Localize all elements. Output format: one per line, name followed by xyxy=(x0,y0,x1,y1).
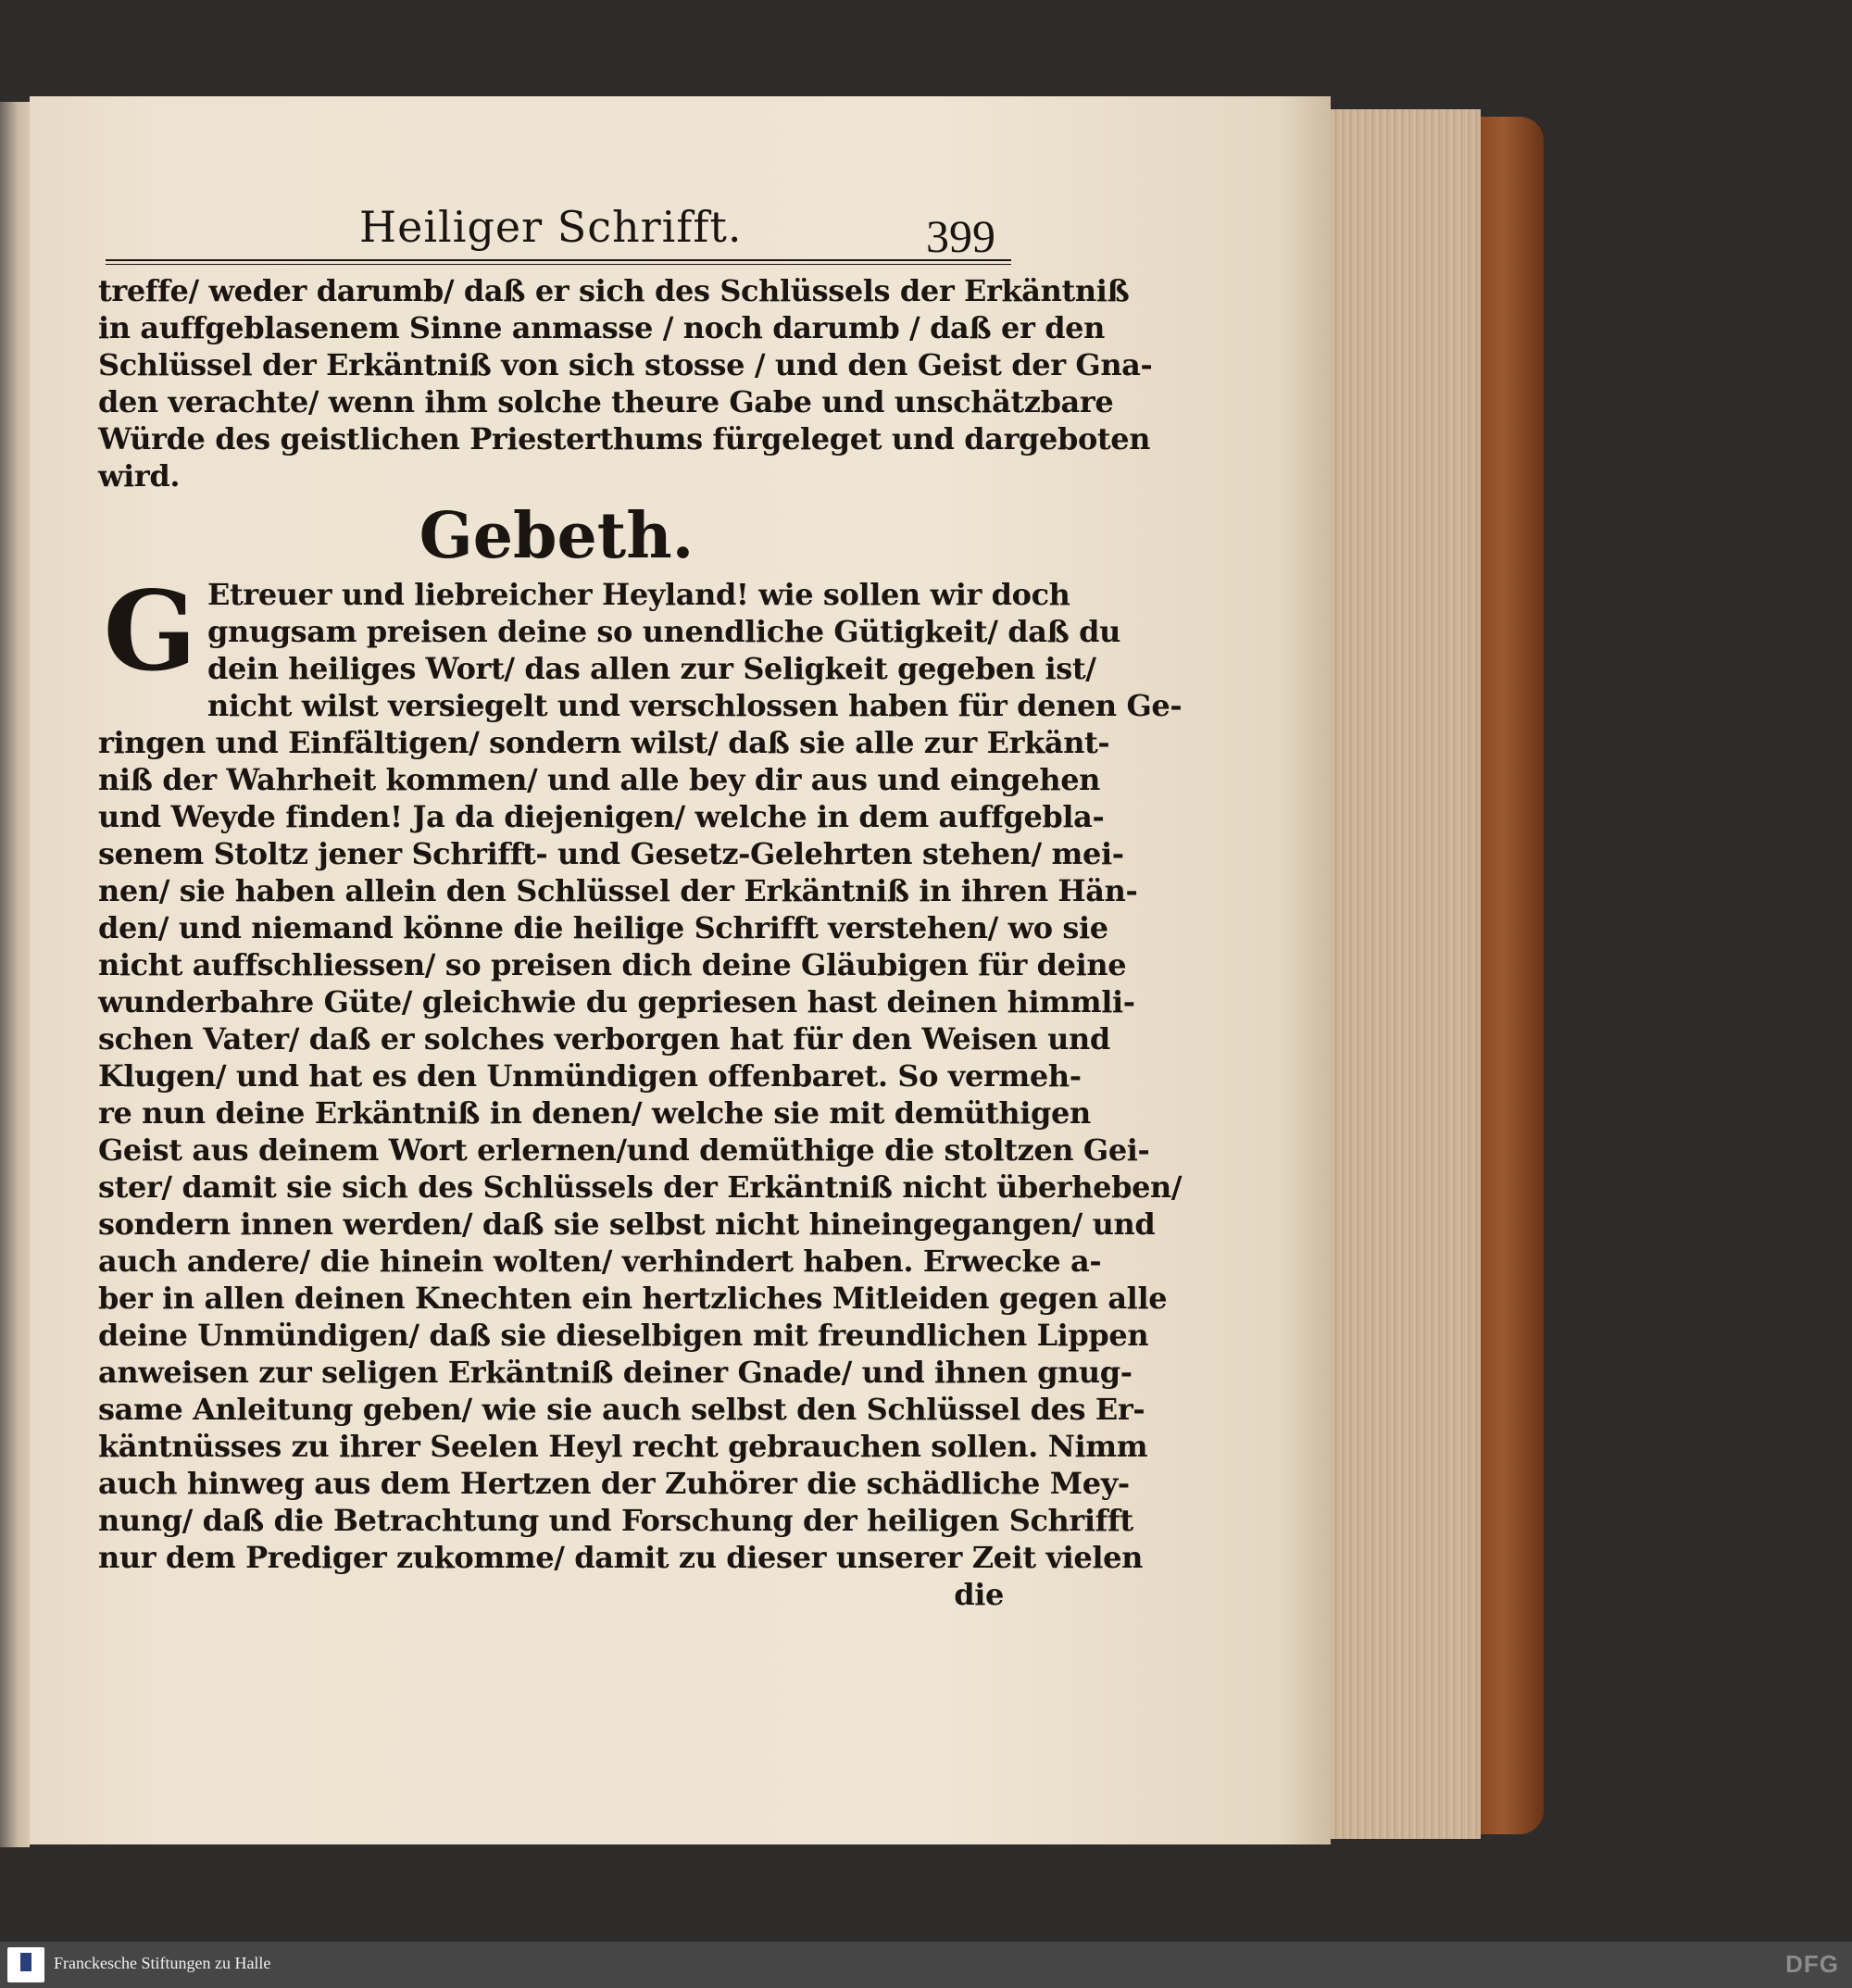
page-fore-edge xyxy=(1331,109,1481,1839)
text-block xyxy=(98,272,1183,1613)
logo-mark xyxy=(20,1953,31,1971)
prayer-paragraph xyxy=(98,567,1183,1613)
catchword: die xyxy=(954,1577,1004,1612)
text-line: Schlüssel der Erkäntniß von sich stosse / und den Geist der Gna- xyxy=(98,347,1153,382)
facing-page-edge xyxy=(0,102,30,1847)
text-line: wird. xyxy=(98,458,181,494)
text-line: ringen und Einfältigen/ sondern wilst/ daß sie alle zur Erkänt- xyxy=(98,725,1110,760)
drop-cap-initial: G xyxy=(103,567,197,695)
text-line: in auffgeblasenem Sinne anmasse / noch darumb / daß er den xyxy=(98,310,1106,345)
text-line: und Weyde finden! Ja da diejenigen/ welche in dem auffgebla- xyxy=(98,799,1105,834)
text-line: sondern innen werden/ daß sie selbst nicht hineingegangen/ und xyxy=(98,1207,1156,1242)
text-line: auch hinweg aus dem Hertzen der Zuhörer die schädliche Mey- xyxy=(98,1466,1130,1501)
text-line: gnugsam preisen deine so unendliche Gütigkeit/ daß du xyxy=(207,614,1121,649)
page-number: 399 xyxy=(926,210,995,262)
text-line: ster/ damit sie sich des Schlüssels der Erkäntniß nicht überheben/ xyxy=(98,1169,1183,1205)
text-line: Würde des geistlichen Priesterthums fürgeleget und dargeboten xyxy=(98,421,1151,456)
text-line: den/ und niemand könne die heilige Schrifft verstehen/ wo sie xyxy=(98,910,1108,945)
text-line: wunderbahre Güte/ gleichwie du gepriesen hast deinen himmli- xyxy=(98,984,1135,1019)
page-content xyxy=(98,202,1183,1612)
text-line: auch andere/ die hinein wolten/ verhindert haben. Erwecke a- xyxy=(98,1244,1102,1279)
dfg-logo[interactable]: DFG xyxy=(1785,1950,1839,1978)
running-head xyxy=(98,202,1015,262)
text-line: re nun deine Erkäntniß in denen/ welche sie mit demüthigen xyxy=(98,1095,1091,1131)
text-line: ber in allen deinen Knechten ein hertzliches Mitleiden gegen alle xyxy=(98,1281,1168,1316)
running-head-title: Heiliger Schrifft. xyxy=(359,202,743,252)
text-line: Etreuer und liebreicher Heyland! wie sollen wir doch xyxy=(207,577,1070,612)
text-line: deine Unmündigen/ daß sie dieselbigen mit freundlichen Lippen xyxy=(98,1318,1149,1353)
francke-foundation-logo-icon[interactable] xyxy=(7,1947,44,1982)
institution-name[interactable]: Franckesche Stiftungen zu Halle xyxy=(54,1954,271,1972)
text-line: käntnüsses zu ihrer Seelen Heyl recht gebrauchen sollen. Nimm xyxy=(98,1429,1148,1464)
text-line: Geist aus deinem Wort erlernen/und demüthige die stoltzen Gei- xyxy=(98,1132,1150,1168)
text-line: treffe/ weder darumb/ daß er sich des Schlüssels der Erkäntniß xyxy=(98,273,1130,308)
leather-cover xyxy=(1481,117,1544,1834)
text-line: Klugen/ und hat es den Unmündigen offenbaret. So vermeh- xyxy=(98,1058,1082,1094)
footer-bar xyxy=(0,1942,1852,1988)
text-line: niß der Wahrheit kommen/ und alle bey dir aus und eingehen xyxy=(98,762,1101,797)
text-line: senem Stoltz jener Schrifft- und Gesetz-Gelehrten stehen/ mei- xyxy=(98,836,1124,871)
text-line: same Anleitung geben/ wie sie auch selbst den Schlüssel des Er- xyxy=(98,1392,1145,1427)
text-line: nen/ sie haben allein den Schlüssel der Erkäntniß in ihren Hän- xyxy=(98,873,1138,908)
text-line: nicht auffschliessen/ so preisen dich deine Gläubigen für deine xyxy=(98,947,1127,982)
section-title: Gebeth. xyxy=(419,499,694,573)
text-line: nur dem Prediger zukomme/ damit zu dieser unserer Zeit vielen xyxy=(98,1540,1143,1575)
header-rule xyxy=(106,259,1011,265)
text-line: den verachte/ wenn ihm solche theure Gabe und unschätzbare xyxy=(98,384,1114,419)
text-line: schen Vater/ daß er solches verborgen hat für den Weisen und xyxy=(98,1021,1110,1057)
text-line: dein heiliges Wort/ das allen zur Seligkeit gegeben ist/ xyxy=(207,651,1096,686)
text-line: anweisen zur seligen Erkäntniß deiner Gnade/ und ihnen gnug- xyxy=(98,1355,1132,1390)
text-line: nicht wilst versiegelt und verschlossen haben für denen Ge- xyxy=(207,688,1183,723)
text-line: nung/ daß die Betrachtung und Forschung der heiligen Schrifft xyxy=(98,1503,1133,1538)
